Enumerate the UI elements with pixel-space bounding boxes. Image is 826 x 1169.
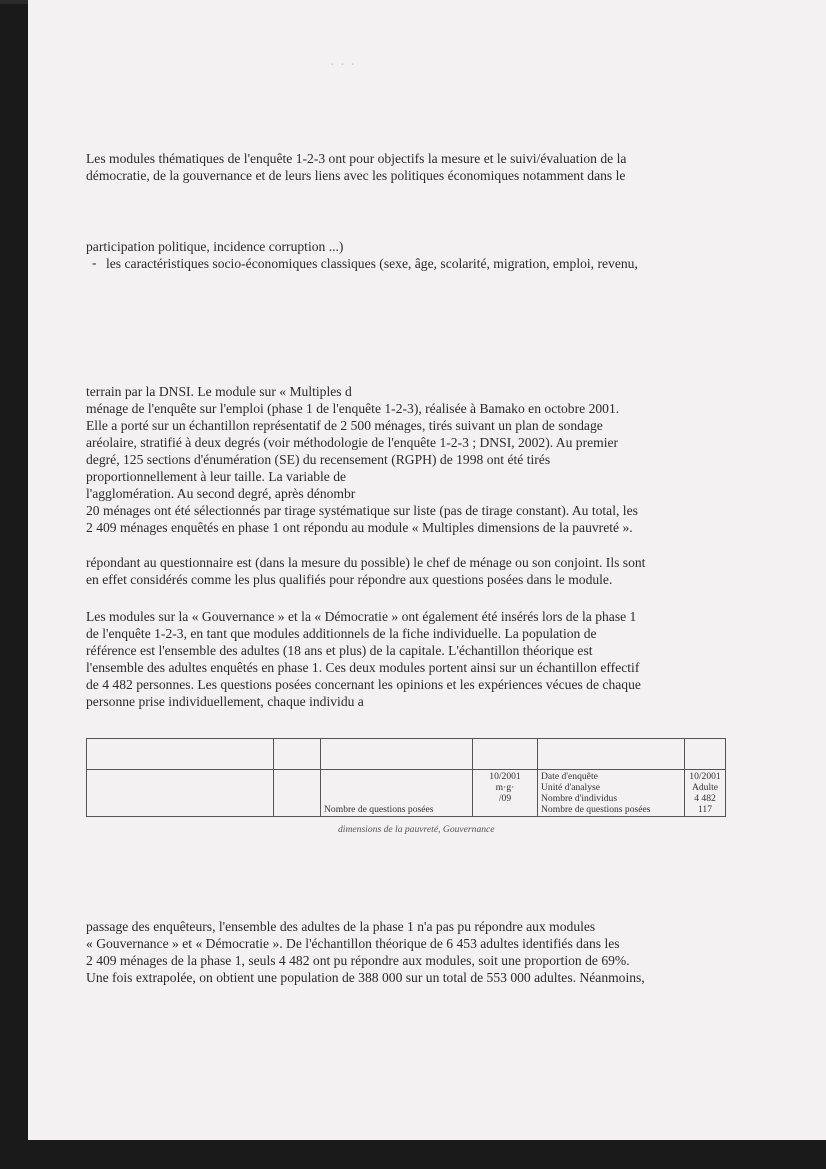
text-line: participation politique, incidence corruption ...) bbox=[86, 239, 344, 254]
text-line: 2 409 ménages enquêtés en phase 1 ont répondu au module « Multiples dimensions de la pauvreté ». bbox=[86, 520, 633, 535]
text-line: l'ensemble des adultes enquêtés en phase 1. Ces deux modules portent ainsi sur un échantillon effectif bbox=[86, 660, 640, 675]
table-row bbox=[87, 770, 726, 817]
text-line: démocratie, de la gouvernance et de leurs liens avec les politiques économiques notamment dans le bbox=[86, 168, 626, 183]
table-cell bbox=[538, 739, 685, 770]
paragraph-intro-end bbox=[86, 238, 726, 255]
text-line: terrain par la DNSI. Le module sur « Multiples d bbox=[86, 384, 352, 399]
table-cell-text: 10/2001 bbox=[489, 771, 521, 782]
text-line: Les modules thématiques de l'enquête 1-2-3 ont pour objectifs la mesure et le suivi/évaluation de la bbox=[86, 151, 627, 166]
faded-header: · · · bbox=[330, 58, 356, 73]
text-line: 20 ménages ont été sélectionnés par tirage systématique sur liste (pas de tirage constant). Au total, les bbox=[86, 503, 638, 518]
table-cell bbox=[473, 739, 538, 770]
table-cell-text: 4 482 bbox=[694, 793, 716, 804]
text-line: passage des enquêteurs, l'ensemble des adultes de la phase 1 n'a pas pu répondre aux modules bbox=[86, 919, 596, 934]
text-line: degré, 125 sections d'énumération (SE) du recensement (RGPH) de 1998 ont été tirés bbox=[86, 452, 551, 467]
text-line: de 4 482 personnes. Les questions posées concernant les opinions et les expériences vécues de chaque bbox=[86, 677, 641, 692]
paragraph-intro bbox=[86, 150, 726, 184]
table-cell-text: 10/2001 bbox=[689, 771, 721, 782]
table-cell-text: Adulte bbox=[691, 782, 719, 793]
paragraph-respondent bbox=[86, 554, 726, 588]
table-cell-text: Date d'enquête bbox=[541, 771, 598, 782]
table-cell-text: Nombre d'individus bbox=[541, 793, 618, 804]
text-line: Elle a porté sur un échantillon représentatif de 2 500 ménages, tirés suivant un plan de sondage bbox=[86, 418, 603, 433]
text-line: ménage de l'enquête sur l'emploi (phase 1 de l'enquête 1-2-3), réalisée à Bamako en octobre 2001. bbox=[86, 401, 620, 416]
table-cell bbox=[321, 739, 473, 770]
text-line: Une fois extrapolée, on obtient une population de 388 000 sur un total de 553 000 adultes. Néanmoins, bbox=[86, 970, 645, 985]
text-line: les caractéristiques socio-économiques classiques (sexe, âge, scolarité, migration, emploi, revenu, bbox=[106, 256, 638, 271]
table-header-row bbox=[87, 739, 726, 770]
table-cell-text: Nombre de questions posées bbox=[541, 804, 651, 815]
text-line: personne prise individuellement, chaque individu a bbox=[86, 694, 364, 709]
bullet-dash: - bbox=[92, 255, 97, 270]
text-line: aréolaire, stratifié à deux degrés (voir méthodologie de l'enquête 1-2-3 ; DNSI, 2002). Au premier bbox=[86, 435, 619, 450]
table-cell bbox=[538, 770, 685, 817]
table-cell bbox=[87, 770, 274, 817]
table-cell-text: Unité d'analyse bbox=[541, 782, 601, 793]
survey-summary-table bbox=[86, 738, 726, 817]
table-cell bbox=[473, 770, 538, 817]
table-cell-text: /09 bbox=[498, 793, 512, 804]
table-cell bbox=[274, 739, 321, 770]
text-line: 2 409 ménages de la phase 1, seuls 4 482 ont pu répondre aux modules, soit une proportion de 69%. bbox=[86, 953, 630, 968]
text-line: Les modules sur la « Gouvernance » et la « Démocratie » ont également été insérés lors de la phase 1 bbox=[86, 609, 637, 624]
table-cell bbox=[685, 739, 726, 770]
text-line: de l'enquête 1-2-3, en tant que modules additionnels de la fiche individuelle. La population de bbox=[86, 626, 597, 641]
table-cell bbox=[274, 770, 321, 817]
text-line: en effet considérés comme les plus qualifiés pour répondre aux questions posées dans le module. bbox=[86, 572, 613, 587]
text-line: « Gouvernance » et « Démocratie ». De l'échantillon théorique de 6 453 adultes identifiés dans les bbox=[86, 936, 620, 951]
text-line: proportionnellement à leur taille. La variable de bbox=[86, 469, 347, 484]
paragraph-bullet bbox=[106, 255, 726, 272]
table-cell-text: 117 bbox=[697, 804, 713, 815]
paragraph-modules bbox=[86, 608, 726, 710]
text-line: répondant au questionnaire est (dans la mesure du possible) le chef de ménage ou son conjoint. Ils sont bbox=[86, 555, 646, 570]
paragraph-sample bbox=[86, 918, 726, 986]
table-cell bbox=[87, 739, 274, 770]
paragraph-methodology bbox=[86, 383, 726, 536]
table-cell bbox=[321, 770, 473, 817]
table-cell-text: m·g· bbox=[495, 782, 515, 793]
table-cell bbox=[685, 770, 726, 817]
table-caption: dimensions de la pauvreté, Gouvernance bbox=[338, 824, 495, 835]
text-line: l'agglomération. Au second degré, après dénombr bbox=[86, 486, 356, 501]
table-cell-text: Nombre de questions posées bbox=[324, 804, 434, 815]
text-line: référence est l'ensemble des adultes (18 ans et plus) de la capitale. L'échantillon théorique est bbox=[86, 643, 593, 658]
